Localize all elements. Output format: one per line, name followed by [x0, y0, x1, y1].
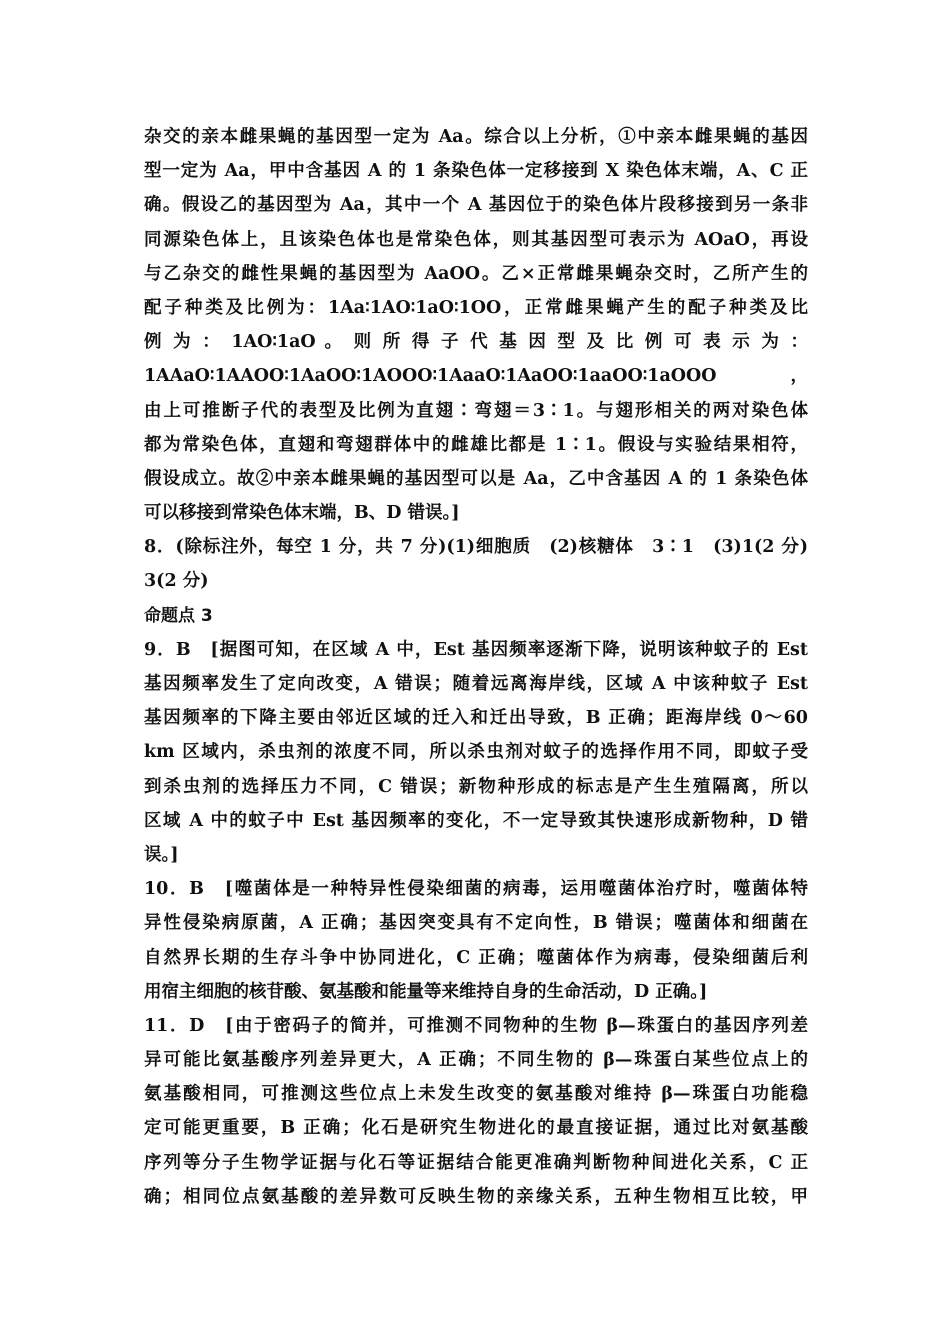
answer-9: 9．B [据图可知，在区域 A 中，Est 基因频率逐渐下降，说明该种蚊子的 Est — [144, 639, 808, 660]
text-line: 都为常染色体，直翅和弯翅群体中的雌雄比都是 1∶1。假设与实验结果相符， — [144, 434, 808, 455]
answer-10: 10．B [噬菌体是一种特异性侵染细菌的病毒，运用噬菌体治疗时，噬菌体特 — [144, 879, 808, 900]
text-line: 异性侵染病原菌，A 正确；基因突变具有不定向性，B 错误；噬菌体和细菌在 — [144, 913, 808, 934]
text-line: 用宿主细胞的核苷酸、氨基酸和能量等来维持自身的生命活动，D 正确。] — [144, 981, 708, 1002]
text-line: 1AAaO∶1AAOO∶1AaOO∶1AOOO∶1AaaO∶1AaOO∶1aaOO∶1aOOO ， — [144, 366, 808, 387]
text-line: km 区域内，杀虫剂的浓度不同，所以杀虫剂对蚊子的选择作用不同，即蚊子受 — [144, 742, 808, 763]
text-line: 基因频率的下降主要由邻近区域的迁入和迁出导致，B 正确；距海岸线 0～60 — [144, 708, 808, 729]
text-line: 例 为 ： 1AO∶1aO 。 则 所 得 子 代 基 因 型 及 比 例 可 表 示 为 ： — [144, 332, 808, 353]
text-line: 氨基酸相同，可推测这些位点上未发生改变的氨基酸对维持 β—珠蛋白功能稳 — [144, 1084, 808, 1105]
text-line: 定可能更重要，B 正确；化石是研究生物进化的最直接证据，通过比对氨基酸 — [144, 1118, 808, 1139]
text-line: 杂交的亲本雌果蝇的基因型一定为 Aa。综合以上分析，①中亲本雌果蝇的基因 — [144, 127, 808, 147]
text-line: 序列等分子生物学证据与化石等证据结合能更准确判断物种间进化关系，C 正 — [144, 1152, 808, 1173]
text-line: 异可能比氨基酸序列差异更大，A 正确；不同生物的 β—珠蛋白某些位点上的 — [144, 1050, 808, 1071]
text-line: 3(2 分) — [144, 571, 209, 592]
text-line: 同源染色体上，且该染色体也是常染色体，则其基因型可表示为 AOaO，再设 — [144, 229, 808, 250]
text-line: 到杀虫剂的选择压力不同，C 错误；新物种形成的标志是产生生殖隔离，所以 — [144, 776, 808, 797]
answer-8: 8．(除标注外，每空 1 分，共 7 分)(1)细胞质 (2)核糖体 3∶1 (3)1(2 分) — [144, 537, 808, 558]
text-line: 基因频率发生了定向改变，A 错误；随着远离海岸线，区域 A 中该种蚊子 Est — [144, 674, 808, 694]
document-page — [144, 120, 808, 1214]
text-line: 与乙杂交的雌性果蝇的基因型为 AaOO。乙×正常雌果蝇杂交时，乙所产生的 — [144, 263, 808, 284]
text-line: 假设成立。故②中亲本雌果蝇的基因型可以是 Aa，乙中含基因 A 的 1 条染色体 — [144, 468, 808, 489]
text-line: 自然界长期的生存斗争中协同进化，C 正确；噬菌体作为病毒，侵染细菌后利 — [144, 947, 808, 968]
text-line: 误。] — [144, 844, 179, 865]
text-line: 确。假设乙的基因型为 Aa，其中一个 A 基因位于的染色体片段移接到另一条非 — [144, 195, 808, 216]
section-heading: 命题点 3 — [144, 605, 213, 626]
text-line: 由上可推断子代的表型及比例为直翅∶弯翅＝3∶1。与翅形相关的两对染色体 — [144, 400, 808, 421]
text-line: 配子种类及比例为：1Aa∶1AO∶1aO∶1OO，正常雌果蝇产生的配子种类及比 — [144, 297, 808, 318]
text-line: 型一定为 Aa，甲中含基因 A 的 1 条染色体一定移接到 X 染色体末端，A、C 正 — [144, 161, 808, 182]
text-line: 可以移接到常染色体末端，B、D 错误。] — [144, 503, 460, 524]
text-line: 确；相同位点氨基酸的差异数可反映生物的亲缘关系，五种生物相互比较，甲 — [144, 1186, 808, 1207]
answer-11: 11．D [由于密码子的简并，可推测不同物种的生物 β—珠蛋白的基因序列差 — [144, 1015, 808, 1036]
text-line: 区域 A 中的蚊子中 Est 基因频率的变化，不一定导致其快速形成新物种，D 错 — [144, 810, 808, 831]
